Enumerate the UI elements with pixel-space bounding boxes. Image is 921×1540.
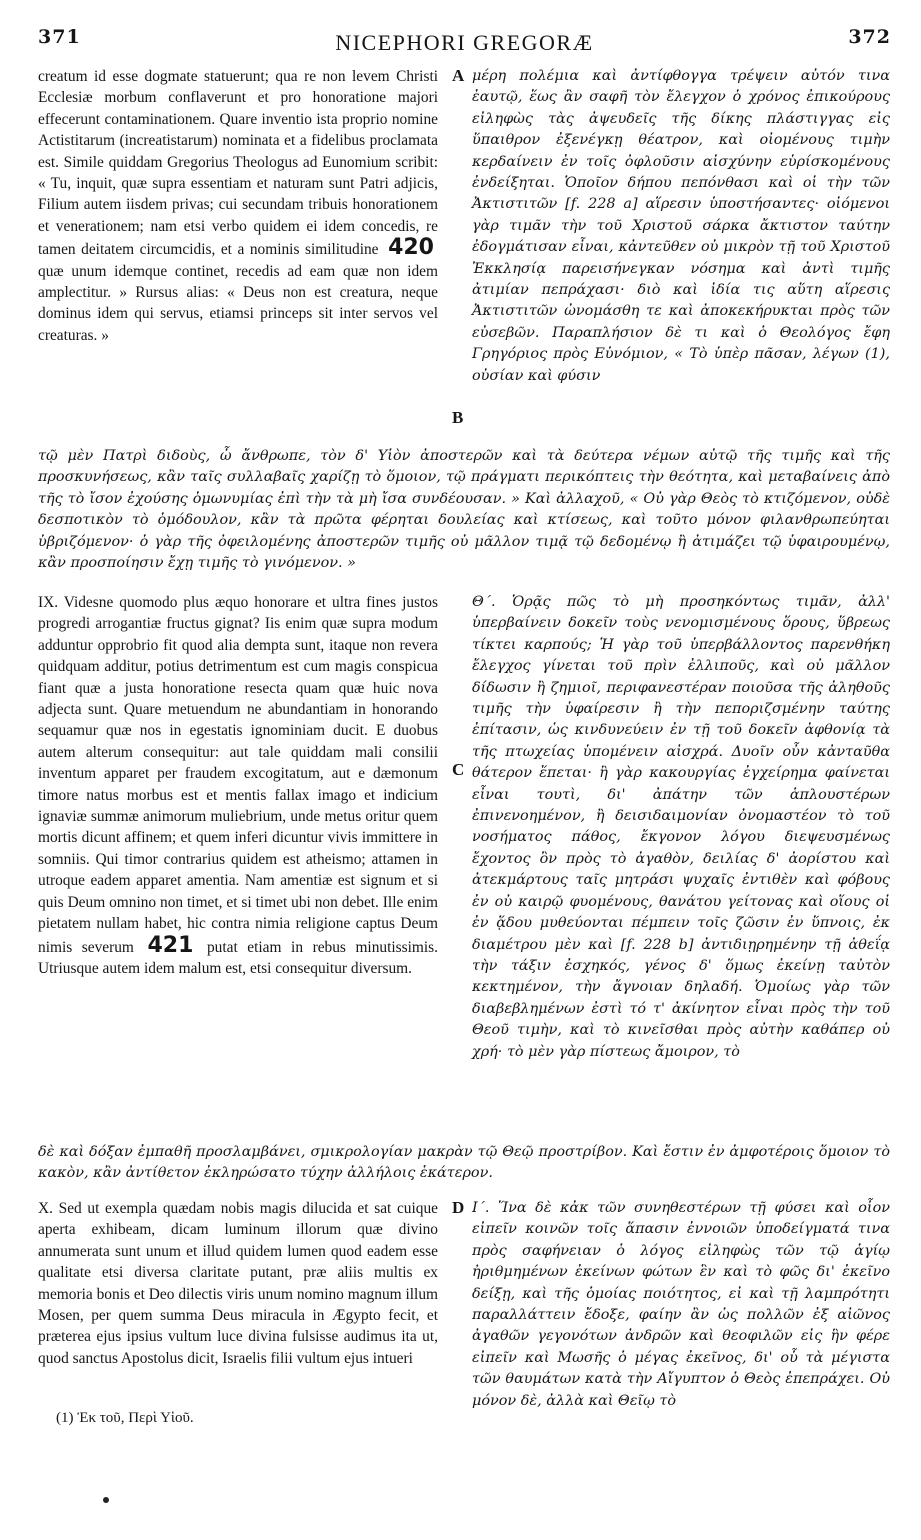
latin-paragraph: creatum id esse dogmate statuerunt; qua re non levem Christi Ecclesiæ morbum conflaverunt et pro honoratione majori effecerunt contaminationem. Quare inventio ista proprio nomine Actistitarum (increatistarum) nominata et a fidelibus proclamata est. Simile quiddam Gregorius Theologus ad Eunomium scribit: « Tu, inquit, quæ supra essentiam et naturam sunt Patri adjicis, Filium autem iisdem privas; cui secundam tribuis honorationem et venerationem; nam etsi verbo quidem ei idem concedis, re tamen deitatem circumcidis, et a nominis similitudine <box>38 68 438 259</box>
section-marker-a: A <box>452 66 465 85</box>
column-reference-420: 420 <box>388 235 434 261</box>
greek-full-width-block-1: τῷ μὲν Πατρὶ διδοὺς, ὦ ἄνθρωπε, τὸν δ' Υἱὸν ἀποστερῶν καὶ τὰ δεύτερα νέμων αὐτῷ τῆς τιμῆς καὶ τῆς προσκυνήσεως, κἂν ταῖς συλλαβαῖς χαρίζῃ τὸ ὅμοιον, τῷ πράγματι περικόπτεις τὴν θεότητα, καὶ μεταβαίνεις ἀπὸ τῆς τὸ ἴσον ἐχούσης ὁμωνυμίας ἐπὶ τὴν τὰ μὴ ἴσα συνδέουσαν. » Καὶ ἀλλαχοῦ, « Οὐ γὰρ Θεὸς τὸ κτιζόμενον, οὐδὲ δεσποτικὸν τὸ ὁμόδουλον, κἂν τὰ πρῶτα φέρηται δουλείας καὶ κτίσεως, καὶ τοῦτο μόνον φιλανθρωπεύηται ὑβριζόμενον· ὁ γὰρ τῆς ὀφειλομένης ἀποστερῶν τιμῆς οὐ μᾶλλον τιμᾷ τῷ δεδομένῳ ἢ ἀτιμάζει τῷ ὑφαιρουμένῳ, κἂν προσποίησιν ἔχῃ τιμῆς τὸ γινόμενον. » <box>38 448 890 572</box>
section-marker-b: B <box>452 408 464 427</box>
running-title: NICEPHORI GREGORÆ <box>335 30 594 55</box>
section-marker-d: D <box>452 1198 465 1217</box>
greek-column-block-3: Ι΄. Ἵνα δὲ κἀκ τῶν συνηθεστέρων τῇ φύσει καὶ οἷον εἰπεῖν κοινῶν τοῖς ἅπασιν ἐννοιῶν ὑποδείγματά τινα πρὸς σαφήνειαν ὁ λόγος εἰληφὼς τῶν τῷ ἁγίῳ ἠριθμημένων ἐκείνων φώτων ἓν καὶ τὸ φῶς δι' ἐκεῖνο δείξῃ, καὶ τῆς ὁμοίας ποιότητος, εἰ καὶ τῇ λαμπρότητι παραλλάττειν ἔδοξε, φαίην ἂν ὡς πολλῶν ἐξ αἰῶνος ἀγαθῶν γεγονότων ἀνδρῶν καὶ θεοφιλῶν εἰς ἣν φέρε εἰπεῖν καὶ Μωσῆς ὁ μέγας ἐκεῖνος, δι' οὗ τὰ μέγιστα τῶν θαυμάτων κατὰ τὴν Αἴγυπτον ὁ Θεὸς ἐπεπράχει. Οὐ μόνον δὲ, ἀλλὰ καὶ Θεῖῳ τὸ <box>472 1200 890 1409</box>
latin-column-block-2 <box>38 592 438 979</box>
greek-column-block-1: μέρη πολέμια καὶ ἀντίφθογγα τρέψειν αὐτόν τινα ἑαυτῷ, ἕως ἂν σαφῆ τὸν ἔλεγχον ὁ χρόνος ἐπικούρους εἰληφὼς τὰς ἀψευδεῖς τῆς δίκης πλάστιγγας εἰς ὕπαιθρον ἐξενέγκῃ θέατρον, καὶ οἰομένους τιμὴν κερδαίνειν ἐν τοῖς ὀφλοῦσιν αἰσχύνην εὑρίσκομένους ἐνδείξηται. Ὁποῖον δήπου πεπόνθασι καὶ οἱ τὴν τῶν Ἀκτιστιτῶν [f. 228 a] αἵρεσιν ὑποστήσαντες· οἰόμενοι γὰρ τιμᾶν τὴν τοῦ Χριστοῦ σάρκα ἄκτιστον ταύτην ἐδογμάτισαν εἶναι, κἀντεῦθεν οὐ μικρὸν τῇ τοῦ Χριστοῦ Ἐκκλησίᾳ παρεισήνεγκαν νόσημα καὶ ἀντὶ τιμῆς ἀτιμίαν πεπράχασι· διὸ καὶ ἰδία τις αὕτη αἵρεσις Ἀκτιστιτῶν ὠνομάσθη τε καὶ ἀποκεκήρυκται πρὸς τῶν εὐσεβῶν. Παραπλήσιον δὲ τι καὶ ὁ Θεολόγος ἔφη Γρηγόριος πρὸς Εὐνόμιον, « Τὸ ὑπὲρ πᾶσαν, λέγων (1), οὐσίαν καὶ φύσιν <box>472 68 890 384</box>
latin-paragraph-ix: IX. Videsne quomodo plus æquo honorare et ultra fines justos progredi arrogantiæ fructus gignat? Iis enim quæ supra modum adduntur opprobrio fit quod alia dempta sunt, itaque non revera quidquam additur, potius detrimentum est cum magis conspicua fiant quæ a justa honoratione resecta quam quæ huic nova adjecta sunt. Quare metuendum ne abundantiam in honorando sequamur quæ nos in egestatis ignominiam ducit. E duobus autem alterum consequitur: aut tale quiddam mali consilii inventum apparet per fraudem excogitatum, aut e dæmonum timore natus morbus est et mentis fallax imago et indicium ignaviæ summæ animorum muliebrium, unde metus oritur quem mortis dicunt affinem; et quem inferi dicuntur vivis immittere in somniis. Qui timor contrarius quidem est atheismo; attamen in utroque eadem apparet amentia. Nam amentiæ est signum et si quis Deum omnino non timet, et si timet ubi non debet. Ille enim pietatem nullam habet, hic contra nimia religione captus Deum nimis severum <box>38 594 438 956</box>
ink-dot <box>103 1497 109 1503</box>
greek-column-block-2: Θ΄. Ὁρᾷς πῶς τὸ μὴ προσηκόντως τιμᾶν, ἀλλ' ὑπερβαίνειν δοκεῖν τοὺς νενομισμένους ὅρους, ὕβρεως τίκτει καρπούς; Ἡ γὰρ τοῦ ὑπερβάλλοντος παρενθήκη ἔλεγχος γίνεται τοῦ πρὶν ἐλλιποῦς, καὶ οὐ μᾶλλον δίδωσιν ἢ ζημιοῖ, περιφανεστέραν ποιοῦσα τῆς ἀληθοῦς τιμῆς τὴν ὑφαίρεσιν ἢ τὴν πεποριζσμένην ταύτης ἐπίτασιν, ὡς κινδυνεύειν ἐν τῇ τοῦ δοκεῖν ἀφθονίᾳ τὰ τῆς πτωχείας ὑπομένειν αἰσχρά. Δυοῖν οὖν κἀνταῦθα θάτερον ἕπεται· ἢ γὰρ κακουργίας ἐγχείρημα φαίνεται εἶναι τουτὶ, δι' ἀπάτην τῶν ἁπλουστέρων ἐπινενοημένον, ἢ δεισιδαιμονίαν ὀνομαστέον τὸ τοῦ νοσήματος πάθος, ἔκγονον λόγου διεψευσμένως ἔχοντος ὂν πρὸς τὸ ἀγαθὸν, δειλίας δ' ἀορίστου καὶ ἀτεκμάρτους ταῖς μητράσι ψυχαῖς ἐντιθὲν καὶ φόβους ἐν οὐ καιρῷ φυομένους, θανάτου γείτονας καὶ οἵους οἱ ἐν ᾅδου μυθεύονται πέμπειν τοῖς ζῶσιν ἐν ὕπνοις, ἐκ διαμέτρου μὲν καὶ [f. 228 b] ἀντιδιῃρημένην τῇ ἀθεΐᾳ τὴν τάξιν ἐσχηκός, γένος δ' ὅμως ἐκείνῃ ταὐτὸν κεκτημένον, τὴν ἄγνοιαν δηλαδή. Ὁμοίως γὰρ τῶν διαβεβλημένων ἐστὶ τό τ' ἀκίνητον εἶναι πρὸς τὴν τοῦ Θεοῦ τιμὴν, καὶ τὸ κινεῖσθαι πρὸς αὐτὴν καθάπερ οὐ χρή· τὸ μὲν γὰρ πίστεως ἄμοιρον, τὸ <box>472 594 890 1060</box>
greek-full-width-block-2: δὲ καὶ δόξαν ἐμπαθῆ προσλαμβάνει, σμικρολογίαν μακρὰν τῷ Θεῷ προστρίβον. Καὶ ἔστιν ἐν ἀμφοτέροις ὅμοιον τὸ κακὸν, κἂν ἀντίθετον ἐκληρώσατο τύχην ἀλλήλοις ἑκάτερον. <box>38 1144 890 1182</box>
latin-column-block-1 <box>38 66 438 346</box>
section-marker-c: C <box>452 760 465 779</box>
latin-column-block-3: X. Sed ut exempla quædam nobis magis dilucida et sat cuique aperta exhibeam, dicam luminum illorum quæ divino annumerata sunt unum et illud quidem lumen quod eadem esse qualitate etsi diversa claritate putant, præ aliis multis ex memoria bonis et Deo dilectis viris unum nomino magnum illum Mosen, per quem summa Deus miracula in Ægypto fecit, et præterea ejus ipsius vultum luce divina fulsisse audimus ita ut, quod sanctus Apostolus dicit, Israelis filii vultum ejus intueri <box>38 1200 438 1367</box>
latin-paragraph-ix-continued: putat etiam in rebus minutissimis. Utriusque autem idem malum est, etsi consequitur diversum. <box>38 938 438 977</box>
running-header <box>38 26 891 60</box>
column-reference-421: 421 <box>147 932 194 958</box>
footnote: (1) Ἐκ τοῦ, Περὶ Υἱοῦ. <box>56 1410 194 1426</box>
right-page-number: 372 <box>848 26 891 48</box>
latin-paragraph-continued: quæ unum idemque continet, recedis ad eam quæ non idem amplectitur. » Rursus alias: « Deus non est creatura, neque dominus idem qui servus, etiamsi princeps sit inter servos vel creaturas. » <box>38 262 438 344</box>
left-page-number: 371 <box>38 26 81 48</box>
